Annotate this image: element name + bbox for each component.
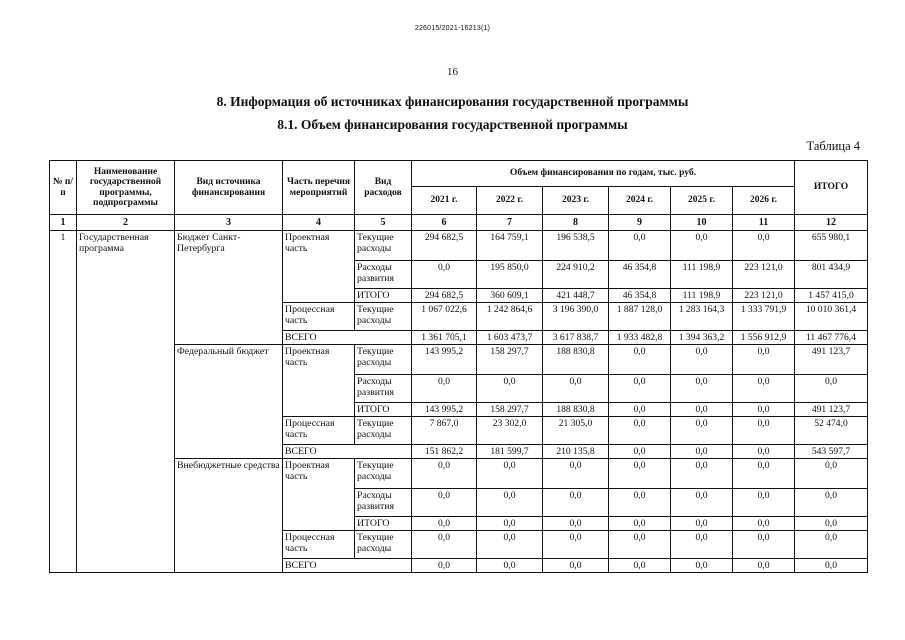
table-body (50, 231, 868, 573)
header-expense-type: Вид расходов (355, 161, 412, 215)
column-number: 2 (77, 215, 175, 231)
row-total-value: 0,0 (795, 459, 868, 489)
year-value: 0,0 (412, 375, 477, 403)
expense-type-cell: Расходы развития (355, 261, 412, 289)
year-value: 23 302,0 (477, 417, 543, 445)
year-value: 0,0 (609, 417, 671, 445)
year-value: 0,0 (412, 489, 477, 517)
year-value: 143 995,2 (412, 345, 477, 375)
year-value: 111 198,9 (671, 261, 733, 289)
year-value: 223 121,0 (733, 289, 795, 303)
header-year: 2024 г. (609, 187, 671, 215)
row-total-value: 655 980,1 (795, 231, 868, 261)
financing-table (49, 160, 868, 573)
header-activity-part: Часть перечня мероприятий (283, 161, 355, 215)
row-total-value: 0,0 (795, 489, 868, 517)
expense-type-cell: Текущие расходы (355, 459, 412, 489)
year-value: 1 887 128,0 (609, 303, 671, 331)
year-value: 0,0 (609, 559, 671, 573)
year-value: 0,0 (609, 517, 671, 531)
year-value: 111 198,9 (671, 289, 733, 303)
year-value: 0,0 (543, 459, 609, 489)
year-value: 0,0 (543, 517, 609, 531)
year-value: 360 609,1 (477, 289, 543, 303)
year-value: 0,0 (609, 531, 671, 559)
row-total-value: 491 123,7 (795, 403, 868, 417)
year-value: 1 067 022,6 (412, 303, 477, 331)
header-volume: Объем финансирования по годам, тыс. руб. (412, 161, 795, 187)
year-value: 188 830,8 (543, 345, 609, 375)
expense-type-cell: ИТОГО (355, 289, 412, 303)
year-value: 158 297,7 (477, 345, 543, 375)
row-total-value: 801 434,9 (795, 261, 868, 289)
year-value: 196 538,5 (543, 231, 609, 261)
year-value: 0,0 (609, 403, 671, 417)
row-total-value: 0,0 (795, 559, 868, 573)
expense-type-cell: Расходы развития (355, 489, 412, 517)
column-number: 5 (355, 215, 412, 231)
year-value: 195 850,0 (477, 261, 543, 289)
year-value: 21 305,0 (543, 417, 609, 445)
year-value: 0,0 (733, 231, 795, 261)
activity-part-cell: Проектная часть (283, 459, 355, 531)
grand-total-label: ВСЕГО (283, 331, 412, 345)
year-value: 1 242 864,6 (477, 303, 543, 331)
column-number: 9 (609, 215, 671, 231)
column-number: 8 (543, 215, 609, 231)
year-value: 0,0 (671, 403, 733, 417)
column-number: 1 (50, 215, 77, 231)
year-value: 0,0 (609, 345, 671, 375)
year-value: 210 135,8 (543, 445, 609, 459)
header-year: 2025 г. (671, 187, 733, 215)
year-value: 0,0 (671, 559, 733, 573)
year-value: 1 933 482,8 (609, 331, 671, 345)
year-value: 0,0 (733, 445, 795, 459)
year-value: 0,0 (543, 531, 609, 559)
year-value: 0,0 (543, 559, 609, 573)
document-id: 226015/2021-16213(1) (414, 25, 491, 32)
year-value: 0,0 (671, 531, 733, 559)
header-year: 2026 г. (733, 187, 795, 215)
year-value: 0,0 (477, 375, 543, 403)
activity-part-cell: Процессная часть (283, 303, 355, 331)
row-total-value: 491 123,7 (795, 345, 868, 375)
year-value: 0,0 (477, 559, 543, 573)
year-value: 0,0 (412, 517, 477, 531)
expense-type-cell: ИТОГО (355, 403, 412, 417)
page-number: 16 (447, 66, 458, 78)
year-value: 0,0 (543, 375, 609, 403)
year-value: 223 121,0 (733, 261, 795, 289)
year-value: 0,0 (671, 489, 733, 517)
year-value: 0,0 (733, 417, 795, 445)
column-number: 3 (175, 215, 283, 231)
expense-type-cell: Текущие расходы (355, 303, 412, 331)
funding-source-cell: Федеральный бюджет (175, 345, 283, 459)
row-total-value: 11 467 776,4 (795, 331, 868, 345)
year-value: 3 196 390,0 (543, 303, 609, 331)
header-funding-source: Вид источника финансирования (175, 161, 283, 215)
year-value: 0,0 (671, 459, 733, 489)
activity-part-cell: Процессная часть (283, 531, 355, 559)
year-value: 164 759,1 (477, 231, 543, 261)
activity-part-cell: Проектная часть (283, 231, 355, 303)
year-value: 0,0 (733, 345, 795, 375)
row-number: 1 (50, 231, 77, 573)
funding-source-cell: Бюджет Санкт-Петербурга (175, 231, 283, 345)
expense-type-cell: Текущие расходы (355, 345, 412, 375)
header-year: 2021 г. (412, 187, 477, 215)
grand-total-label: ВСЕГО (283, 559, 412, 573)
year-value: 0,0 (671, 417, 733, 445)
row-total-value: 10 010 361,4 (795, 303, 868, 331)
expense-type-cell: Текущие расходы (355, 531, 412, 559)
year-value: 0,0 (477, 459, 543, 489)
year-value: 0,0 (733, 517, 795, 531)
row-total-value: 0,0 (795, 531, 868, 559)
year-value: 181 599,7 (477, 445, 543, 459)
year-value: 0,0 (609, 459, 671, 489)
year-value: 0,0 (733, 459, 795, 489)
column-number: 12 (795, 215, 868, 231)
subsection-title: 8.1. Объем финансирования государственной программы (277, 117, 628, 132)
year-value: 0,0 (733, 531, 795, 559)
column-number: 6 (412, 215, 477, 231)
year-value: 0,0 (609, 375, 671, 403)
year-value: 1 283 164,3 (671, 303, 733, 331)
section-title: 8. Информация об источниках финансирования государственной программы (216, 94, 689, 109)
year-value: 1 603 473,7 (477, 331, 543, 345)
year-value: 0,0 (671, 375, 733, 403)
year-value: 0,0 (412, 531, 477, 559)
year-value: 0,0 (543, 489, 609, 517)
year-value: 0,0 (733, 403, 795, 417)
year-value: 143 995,2 (412, 403, 477, 417)
row-total-value: 543 597,7 (795, 445, 868, 459)
row-total-value: 0,0 (795, 517, 868, 531)
year-value: 0,0 (733, 375, 795, 403)
program-name-cell: Государственная программа (77, 231, 175, 573)
year-value: 1 394 363,2 (671, 331, 733, 345)
row-total-value: 1 457 415,0 (795, 289, 868, 303)
year-value: 0,0 (733, 559, 795, 573)
year-value: 0,0 (671, 517, 733, 531)
year-value: 0,0 (671, 231, 733, 261)
year-value: 0,0 (412, 261, 477, 289)
column-number: 10 (671, 215, 733, 231)
year-value: 0,0 (477, 489, 543, 517)
year-value: 1 556 912,9 (733, 331, 795, 345)
year-value: 0,0 (609, 231, 671, 261)
column-number: 11 (733, 215, 795, 231)
year-value: 46 354,8 (609, 289, 671, 303)
activity-part-cell: Процессная часть (283, 417, 355, 445)
column-number: 7 (477, 215, 543, 231)
row-total-value: 52 474,0 (795, 417, 868, 445)
table-label: Таблица 4 (806, 139, 860, 153)
funding-source-cell: Внебюджетные средства (175, 459, 283, 573)
year-value: 0,0 (671, 345, 733, 375)
table-row (50, 231, 868, 261)
year-value: 0,0 (733, 489, 795, 517)
expense-type-cell: Текущие расходы (355, 231, 412, 261)
year-value: 0,0 (609, 445, 671, 459)
row-total-value: 0,0 (795, 375, 868, 403)
activity-part-cell: Проектная часть (283, 345, 355, 417)
year-value: 294 682,5 (412, 231, 477, 261)
year-value: 0,0 (609, 489, 671, 517)
column-number: 4 (283, 215, 355, 231)
expense-type-cell: Текущие расходы (355, 417, 412, 445)
header-program-name: Наименование государственной программы, подпрограммы (77, 161, 175, 215)
year-value: 224 910,2 (543, 261, 609, 289)
year-value: 0,0 (412, 459, 477, 489)
expense-type-cell: Расходы развития (355, 375, 412, 403)
year-value: 0,0 (412, 559, 477, 573)
year-value: 158 297,7 (477, 403, 543, 417)
header-num: № п/п (50, 161, 77, 215)
expense-type-cell: ИТОГО (355, 517, 412, 531)
grand-total-label: ВСЕГО (283, 445, 412, 459)
year-value: 0,0 (477, 531, 543, 559)
year-value: 1 333 791,9 (733, 303, 795, 331)
header-total: ИТОГО (795, 161, 868, 215)
year-value: 1 361 705,1 (412, 331, 477, 345)
year-value: 188 830,8 (543, 403, 609, 417)
year-value: 46 354,8 (609, 261, 671, 289)
header-year: 2022 г. (477, 187, 543, 215)
year-value: 421 448,7 (543, 289, 609, 303)
year-value: 3 617 838,7 (543, 331, 609, 345)
year-value: 294 682,5 (412, 289, 477, 303)
year-value: 0,0 (477, 517, 543, 531)
year-value: 7 867,0 (412, 417, 477, 445)
year-value: 0,0 (671, 445, 733, 459)
header-year: 2023 г. (543, 187, 609, 215)
column-numbers-row (50, 215, 868, 231)
year-value: 151 862,2 (412, 445, 477, 459)
